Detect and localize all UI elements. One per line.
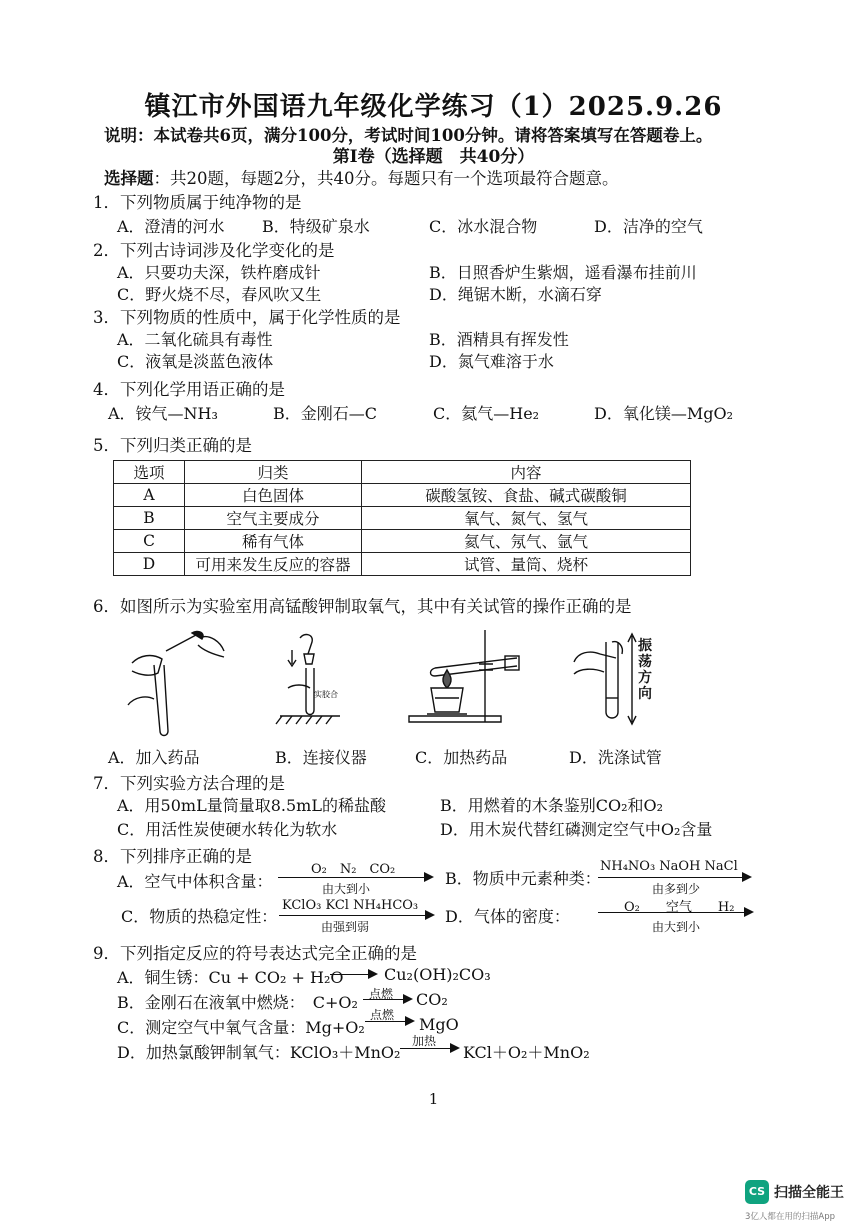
q8-d-order: O₂ 空气 H₂	[624, 900, 735, 915]
exam-title: 镇江市外国语九年级化学练习（1）2025.9.26	[144, 92, 723, 122]
q9-d-condition: 加热	[412, 1034, 437, 1048]
q9-a-arrow-head	[368, 969, 378, 979]
scanner-tagline: 3亿人都在用的扫描App	[745, 1212, 836, 1222]
q2-option-c: C．野火烧不尽，春风吹又生	[117, 285, 322, 304]
table-cell: B	[114, 507, 185, 530]
choice-label: 选择题	[104, 169, 154, 188]
q1-option-c: C．冰水混合物	[429, 217, 538, 236]
q4-stem: 4．下列化学用语正确的是	[93, 380, 285, 399]
scanner-logo-icon: CS	[745, 1180, 769, 1204]
table-row	[114, 530, 691, 553]
q4-option-b: B．金刚石—C	[273, 404, 378, 423]
q8-stem: 8．下列排序正确的是	[93, 847, 252, 866]
choice-note: ：共20题，每题2分，共40分。每题只有一个选项最符合题意。	[153, 169, 619, 188]
rubber-stopper-label: 实胶合	[314, 690, 338, 699]
exam-instructions: 说明：本试卷共6页，满分100分，考试时间100分钟。请将答案填写在答题卷上。	[104, 126, 713, 145]
table-row	[114, 484, 691, 507]
q5-table	[113, 460, 691, 576]
q9-c-arrow-head	[405, 1016, 415, 1026]
table-cell: 稀有气体	[185, 530, 362, 553]
q6-figure-b	[270, 630, 350, 730]
shake-direction-label: 振荡方向	[638, 638, 652, 702]
q6-option-c: C．加热药品	[415, 748, 508, 767]
q1-option-d: D．洁净的空气	[594, 217, 703, 236]
table-row	[114, 553, 691, 576]
q1-option-a: A．澄清的河水	[117, 217, 225, 236]
q9-b-arrow-head	[403, 994, 413, 1004]
q9-option-d: D．加热氯酸钾制氧气：KClO₃＋MnO₂	[117, 1043, 401, 1062]
q8-a-order: O₂ N₂ CO₂	[311, 862, 396, 877]
q2-option-a: A．只要功夫深，铁杵磨成针	[117, 263, 321, 282]
q9-b-condition: 点燃	[369, 987, 394, 1001]
q8-a-arrow-head	[424, 872, 434, 882]
scanner-app-name: 扫描全能王	[774, 1185, 844, 1201]
q9-a-arrow-line	[330, 974, 370, 975]
table-cell: 氧气、氮气、氢气	[362, 507, 691, 530]
table-cell: A	[114, 484, 185, 507]
q6-figure-c	[405, 628, 530, 728]
q9-d-arrow-line	[400, 1048, 452, 1049]
q6-stem: 6．如图所示为实验室用高锰酸钾制取氧气，其中有关试管的操作正确的是	[93, 597, 632, 616]
q4-option-d: D．氧化镁—MgO₂	[594, 404, 733, 423]
q1-stem: 1．下列物质属于纯净物的是	[93, 193, 302, 212]
q9-c-product: MgO	[419, 1015, 459, 1034]
table-cell: 试管、量筒、烧杯	[362, 553, 691, 576]
table-cell: C	[114, 530, 185, 553]
q3-option-d: D．氮气难溶于水	[429, 352, 554, 371]
q6-option-d: D．洗涤试管	[569, 748, 662, 767]
q8-d-arrow-line	[598, 912, 746, 913]
q4-option-c: C．氦气—He₂	[433, 404, 540, 423]
table-cell: 氦气、氖气、氩气	[362, 530, 691, 553]
q2-option-d: D．绳锯木断，水滴石穿	[429, 285, 602, 304]
q9-b-product: CO₂	[416, 990, 448, 1009]
q7-option-b: B．用燃着的木条鉴别CO₂和O₂	[440, 796, 664, 815]
table-cell: 碳酸氢铵、食盐、碱式碳酸铜	[362, 484, 691, 507]
page-number: 1	[428, 1090, 439, 1108]
q6-option-b: B．连接仪器	[275, 748, 367, 767]
q6-figure-a	[120, 625, 230, 740]
section-heading: 第Ⅰ卷（选择题 共40分）	[332, 147, 535, 167]
q7-option-d: D．用木炭代替红磷测定空气中O₂含量	[440, 820, 713, 839]
q7-stem: 7．下列实验方法合理的是	[93, 774, 285, 793]
table-header-cell: 内容	[362, 461, 691, 484]
table-header-cell: 选项	[114, 461, 185, 484]
table-row	[114, 507, 691, 530]
q8-b-arrow-head	[742, 872, 752, 882]
q3-option-c: C．液氧是淡蓝色液体	[117, 352, 274, 371]
q8-option-c: C．物质的热稳定性：	[121, 907, 278, 926]
table-cell: 空气主要成分	[185, 507, 362, 530]
q8-d-arrow-head	[744, 907, 754, 917]
table-header-row	[114, 461, 691, 484]
q8-d-direction: 由大到小	[652, 920, 701, 934]
q8-b-order: NH₄NO₃ NaOH NaCl	[600, 859, 738, 874]
q8-c-direction: 由强到弱	[321, 920, 370, 934]
q8-a-arrow-line	[278, 877, 426, 878]
q5-stem: 5．下列归类正确的是	[93, 436, 252, 455]
choice-intro	[104, 165, 619, 189]
q9-stem: 9．下列指定反应的符号表达式完全正确的是	[93, 944, 417, 963]
q3-option-a: A．二氧化硫具有毒性	[117, 330, 273, 349]
table-cell: 可用来发生反应的容器	[185, 553, 362, 576]
q8-c-order: KClO₃ KCl NH₄HCO₃	[282, 898, 419, 913]
table-cell: 白色固体	[185, 484, 362, 507]
q3-stem: 3．下列物质的性质中，属于化学性质的是	[93, 308, 401, 327]
q8-b-direction: 由多到少	[652, 882, 701, 896]
q6-option-a: A．加入药品	[108, 748, 200, 767]
q1-option-b: B．特级矿泉水	[262, 217, 370, 236]
q8-option-d: D．气体的密度：	[445, 907, 570, 926]
q8-a-direction: 由大到小	[322, 882, 371, 896]
q8-option-a: A．空气中体积含量：	[117, 872, 273, 891]
q8-option-b: B．物质中元素种类：	[445, 869, 601, 888]
q4-option-a: A．铵气—NH₃	[108, 404, 218, 423]
q9-d-product: KCl＋O₂＋MnO₂	[463, 1043, 590, 1062]
q7-option-a: A．用50mL量筒量取8.5mL的稀盐酸	[117, 796, 386, 815]
q9-d-arrow-head	[450, 1043, 460, 1053]
q9-b-arrow-line	[363, 999, 405, 1000]
q7-option-c: C．用活性炭使硬水转化为软水	[117, 820, 338, 839]
q9-c-arrow-line	[365, 1021, 407, 1022]
q9-a-product: Cu₂(OH)₂CO₃	[384, 965, 491, 984]
q2-option-b: B．日照香炉生紫烟，遥看瀑布挂前川	[429, 263, 697, 282]
q8-c-arrow-line	[279, 915, 427, 916]
q8-b-arrow-line	[598, 877, 744, 878]
table-cell: D	[114, 553, 185, 576]
q9-option-b: B．金刚石在液氧中燃烧： C+O₂	[117, 993, 358, 1012]
q3-option-b: B．酒精具有挥发性	[429, 330, 569, 349]
q6-figure-d	[570, 632, 640, 727]
q8-c-arrow-head	[425, 910, 435, 920]
q9-option-a: A．铜生锈：Cu + CO₂ + H₂O	[117, 968, 344, 987]
q2-stem: 2．下列古诗词涉及化学变化的是	[93, 241, 335, 260]
q9-c-condition: 点燃	[370, 1008, 395, 1022]
table-header-cell: 归类	[185, 461, 362, 484]
q9-option-c: C．测定空气中氧气含量：Mg+O₂	[117, 1018, 365, 1037]
